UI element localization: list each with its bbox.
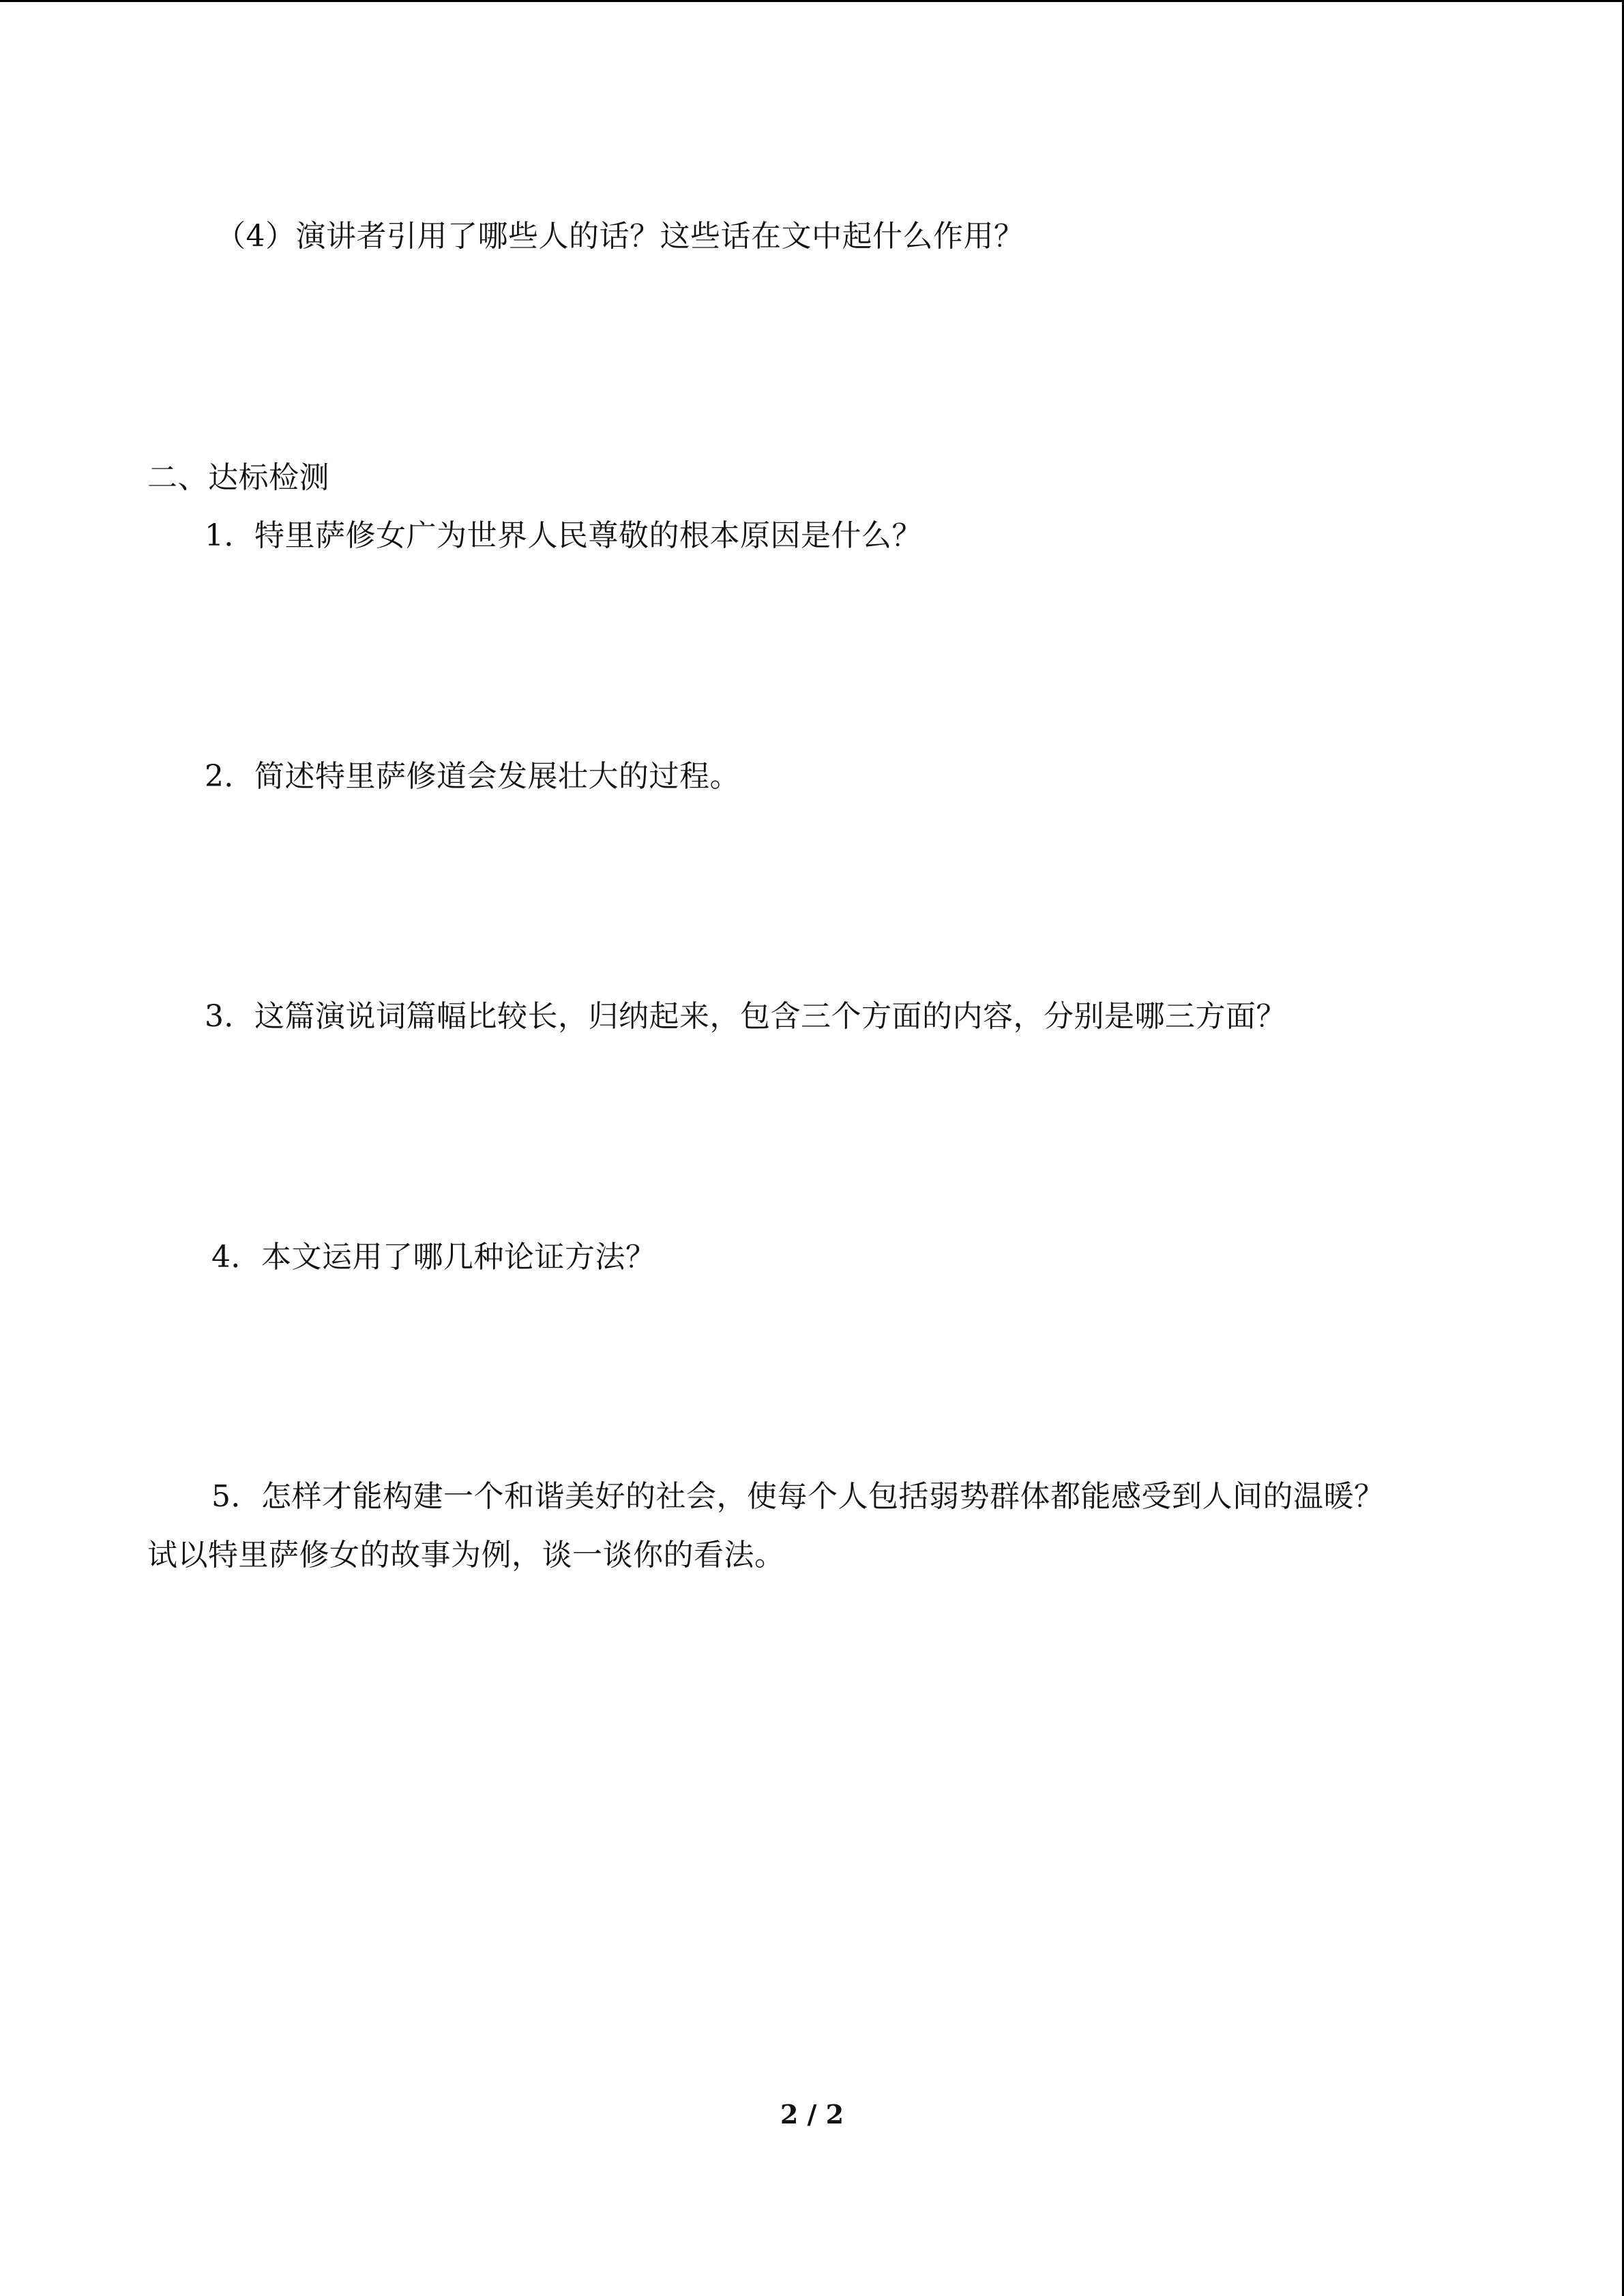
question-2: 2．简述特里萨修道会发展壮大的过程。	[205, 759, 740, 794]
question-1: 1．特里萨修女广为世界人民尊敬的根本原因是什么？	[205, 518, 922, 553]
section-title: 二、达标检测	[147, 460, 329, 495]
question-3: 3．这篇演说词篇幅比较长，归纳起来，包含三个方面的内容，分别是哪三方面？	[205, 999, 1286, 1034]
question-5-line-1: 5．怎样才能构建一个和谐美好的社会，使每个人包括弱势群体都能感受到人间的温暖？	[211, 1479, 1385, 1514]
page-number: 2 / 2	[780, 2099, 844, 2130]
question-4-subitem: （4）演讲者引用了哪些人的话？这些话在文中起什么作用？	[216, 219, 1024, 254]
question-4: 4．本文运用了哪几种论证方法？	[211, 1240, 656, 1274]
question-5-line-2: 试以特里萨修女的故事为例，谈一谈你的看法。	[147, 1538, 785, 1572]
